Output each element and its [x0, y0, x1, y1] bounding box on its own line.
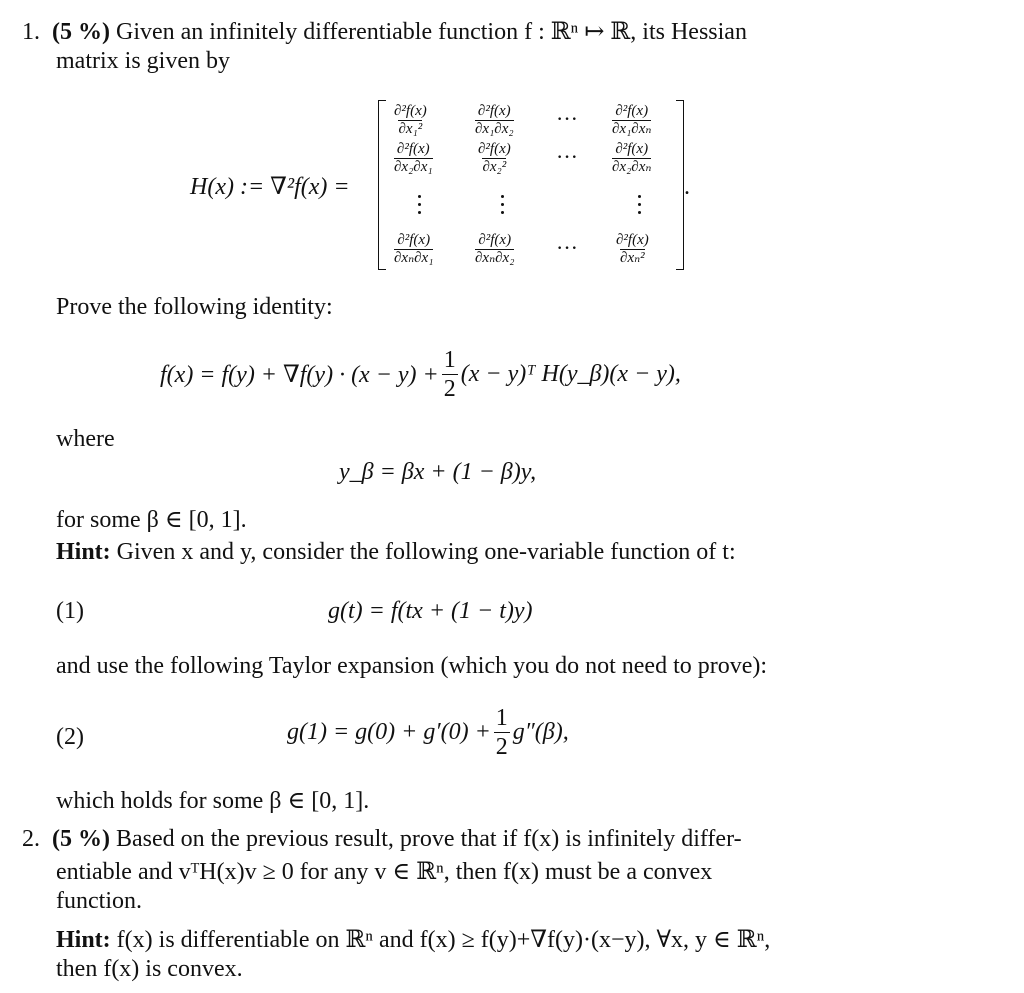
problem-2-number: 2. [22, 826, 40, 852]
prove-text: Prove the following identity: [56, 294, 333, 320]
problem-1-number: 1. [22, 19, 40, 45]
eq-2-label: (2) [56, 724, 84, 750]
problem-1-points: (5 %) [52, 19, 110, 45]
eq-2-half-fraction: $\frac{1}{2}$ [495, 705, 508, 760]
hint-2-label: Hint: [56, 927, 111, 953]
eq-2-left: g(1) = g(0) + g′(0) + [287, 719, 491, 745]
hint-2-line2: then f(x) is convex. [56, 956, 243, 982]
taylor-text: and use the following Taylor expansion (which you do not need to prove): [56, 653, 768, 679]
matrix-vdots-col-2 [501, 195, 504, 214]
matrix-entry-1-2: $\frac{\text{∂²f(x)}}{\text{∂x₁∂x₂}}$ [475, 103, 514, 137]
eq-1-label: (1) [56, 598, 84, 624]
problem-2-line3: function. [56, 888, 142, 914]
holds-text: which holds for some β ∈ [0, 1]. [56, 788, 370, 814]
for-some-text: for some β ∈ [0, 1]. [56, 507, 247, 533]
ybeta-equation: y_β = βx + (1 − β)y, [339, 459, 537, 485]
problem-1-line1: Given an infinitely differentiable function f : ℝⁿ ↦ ℝ, its Hessian [115, 19, 747, 45]
problem-2-line1: Based on the previous result, prove that if f(x) is infinitely differ- [115, 826, 742, 852]
identity-left: f(x) = f(y) + ∇f(y) · (x − y) + [160, 362, 439, 388]
problem-2-points: (5 %) [52, 826, 110, 852]
matrix-entry-1-1: $\frac{\text{∂²f(x)}}{\text{∂x₁²}}$ [394, 103, 427, 137]
matrix-entry-1-n: $\frac{\text{∂²f(x)}}{\text{∂x₁∂xₙ}}$ [612, 103, 652, 137]
hint-2-line1 [56, 925, 770, 954]
matrix-entry-2-1: $\frac{\text{∂²f(x)}}{\text{∂x₂∂x₁}}$ [394, 141, 433, 175]
matrix-entry-2-2: $\frac{\text{∂²f(x)}}{\text{∂x₂²}}$ [478, 141, 511, 175]
identity-right: (x − y)ᵀ H(y_β)(x − y), [460, 361, 681, 387]
eq-2-right: g″(β), [512, 719, 569, 745]
matrix-hdots-row-1: ··· [556, 106, 578, 131]
where-text: where [56, 426, 115, 452]
matrix-entry-n-2: $\frac{\text{∂²f(x)}}{\text{∂xₙ∂x₂}}$ [475, 232, 515, 266]
matrix-vdots-col-1 [418, 195, 421, 214]
matrix-entry-n-n: $\frac{\text{∂²f(x)}}{\text{∂xₙ²}}$ [616, 232, 649, 266]
hint-2-text: f(x) is differentiable on ℝⁿ and f(x) ≥ f(y)+∇f(y)·(x−y), ∀x, y ∈ ℝⁿ, [116, 927, 771, 953]
problem-1-heading [22, 17, 747, 46]
matrix-hdots-row-n: ··· [556, 235, 578, 260]
problem-2-line2: entiable and vᵀH(x)v ≥ 0 for any v ∈ ℝⁿ, then f(x) must be a convex [56, 859, 713, 885]
matrix-hdots-row-2: ··· [556, 144, 578, 169]
hint-1-line [56, 539, 736, 566]
identity-half-fraction: $\frac{1}{2}$ [443, 347, 456, 402]
matrix-right-bracket [676, 100, 684, 270]
hessian-lhs: H(x) := ∇²f(x) = [190, 174, 350, 200]
hint-1-label: Hint: [56, 539, 111, 565]
matrix-entry-n-1: $\frac{\text{∂²f(x)}}{\text{∂xₙ∂x₁}}$ [394, 232, 434, 266]
eq-1: g(t) = f(tx + (1 − t)y) [328, 598, 533, 624]
hint-1-text: Given x and y, consider the following one-variable function of t: [116, 539, 736, 565]
identity-equation [160, 348, 681, 401]
matrix-left-bracket [378, 100, 386, 270]
matrix-entry-2-n: $\frac{\text{∂²f(x)}}{\text{∂x₂∂xₙ}}$ [612, 141, 652, 175]
problem-2-heading [22, 826, 742, 853]
problem-1-line2: matrix is given by [56, 48, 230, 74]
matrix-vdots-col-n [638, 195, 641, 214]
hessian-period: . [684, 174, 690, 200]
eq-2 [287, 706, 569, 759]
